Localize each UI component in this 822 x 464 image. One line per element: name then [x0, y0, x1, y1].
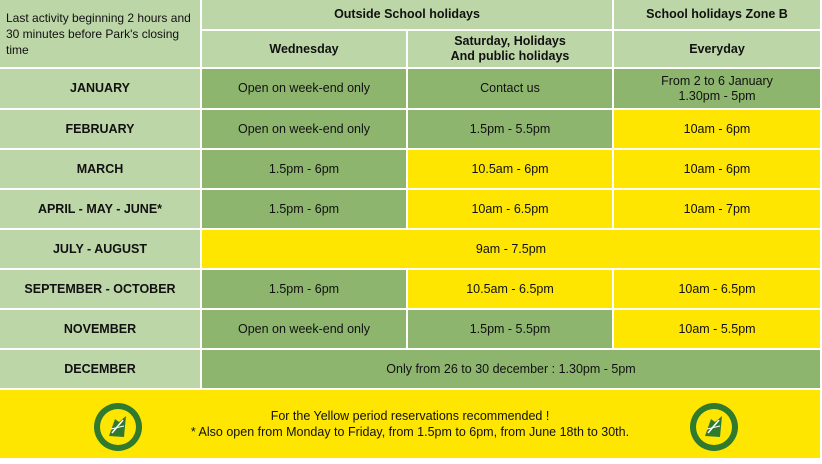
footer-notice: [0, 390, 822, 458]
month-november: NOVEMBER: [0, 310, 202, 350]
month-july-august: JULY - AUGUST: [0, 230, 202, 270]
november-saturday: 1.5pm - 5.5pm: [408, 310, 614, 350]
march-everyday: 10am - 6pm: [614, 150, 822, 190]
outside-school-holidays-header: Outside School holidays: [202, 0, 614, 31]
january-everyday-line1: From 2 to 6 January: [661, 73, 773, 88]
activity-note: Last activity beginning 2 hours and 30 minutes before Park's closing time: [0, 0, 202, 69]
footer-line-1: For the Yellow period reservations recommended !: [270, 409, 550, 423]
november-wednesday: Open on week-end only: [202, 310, 408, 350]
july-august-hours: 9am - 7.5pm: [202, 230, 822, 270]
january-saturday: Contact us: [408, 69, 614, 110]
september-october-saturday: 10.5am - 6.5pm: [408, 270, 614, 310]
april-may-june-saturday: 10am - 6.5pm: [408, 190, 614, 230]
saturday-header-line2: And public holidays: [450, 49, 570, 63]
month-april-may-june: APRIL - MAY - JUNE*: [0, 190, 202, 230]
month-december: DECEMBER: [0, 350, 202, 390]
month-march: MARCH: [0, 150, 202, 190]
school-holidays-header: School holidays Zone B: [614, 0, 822, 31]
park-aventure-logo-icon: [93, 402, 143, 452]
march-saturday: 10.5am - 6pm: [408, 150, 614, 190]
january-everyday-line2: 1.30pm - 5pm: [678, 88, 756, 103]
month-february: FEBRUARY: [0, 110, 202, 150]
november-everyday: 10am - 5.5pm: [614, 310, 822, 350]
december-hours: Only from 26 to 30 december : 1.30pm - 5pm: [202, 350, 822, 390]
april-may-june-wednesday: 1.5pm - 6pm: [202, 190, 408, 230]
september-october-wednesday: 1.5pm - 6pm: [202, 270, 408, 310]
january-everyday: [614, 69, 822, 110]
september-october-everyday: 10am - 6.5pm: [614, 270, 822, 310]
saturday-holidays-header: [408, 31, 614, 69]
footer-line-2: * Also open from Monday to Friday, from 1.5pm to 6pm, from June 18th to 30th.: [190, 425, 630, 439]
february-everyday: 10am - 6pm: [614, 110, 822, 150]
month-september-october: SEPTEMBER - OCTOBER: [0, 270, 202, 310]
february-saturday: 1.5pm - 5.5pm: [408, 110, 614, 150]
march-wednesday: 1.5pm - 6pm: [202, 150, 408, 190]
wednesday-header: Wednesday: [202, 31, 408, 69]
everyday-header: Everyday: [614, 31, 822, 69]
february-wednesday: Open on week-end only: [202, 110, 408, 150]
april-may-june-everyday: 10am - 7pm: [614, 190, 822, 230]
saturday-header-line1: Saturday, Holidays: [454, 34, 566, 48]
park-aventure-logo-icon: [689, 402, 739, 452]
month-january: JANUARY: [0, 69, 202, 110]
january-wednesday: Open on week-end only: [202, 69, 408, 110]
